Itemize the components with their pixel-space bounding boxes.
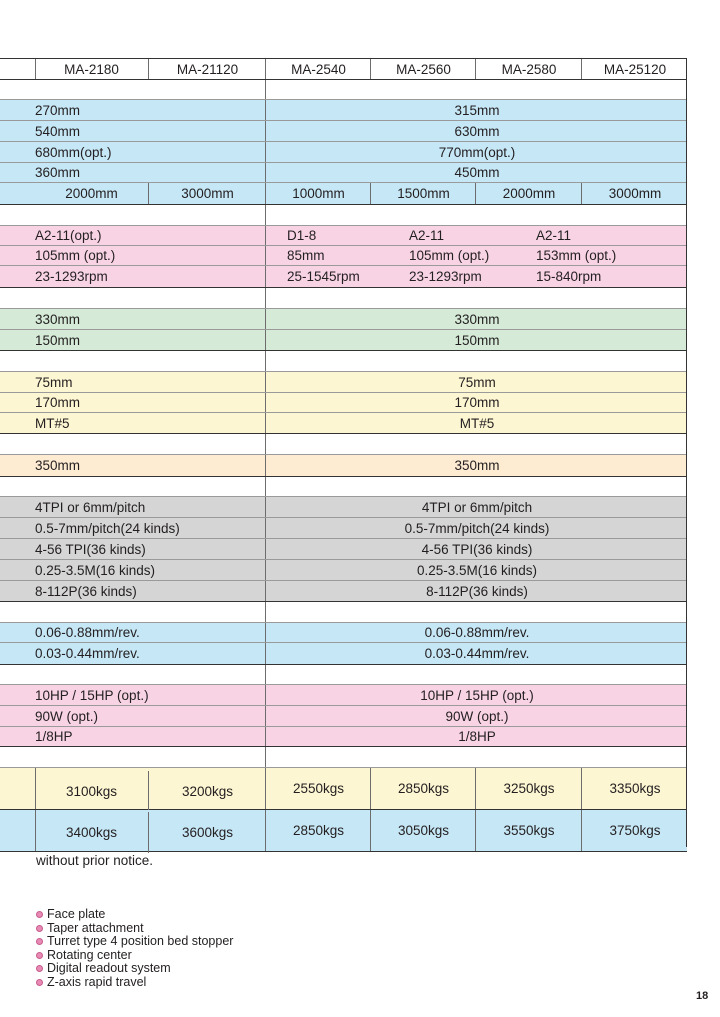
spec-row — [0, 413, 687, 434]
option-label: Turret type 4 position bed stopper — [47, 934, 234, 948]
model-name: MA-2560 — [370, 59, 476, 79]
spec-value: 0.25-3.5M(16 kinds) — [265, 560, 688, 580]
spec-value: 0.25-3.5M(16 kinds) — [35, 562, 156, 578]
section-spacer — [0, 665, 687, 685]
spec-value: 4TPI or 6mm/pitch — [265, 497, 688, 517]
spec-value: 350mm — [265, 455, 688, 476]
list-item — [36, 976, 233, 990]
spec-value: 3050kgs — [370, 810, 476, 851]
spec-value: 770mm(opt.) — [265, 142, 688, 162]
bullet-icon — [36, 938, 43, 945]
option-label: Z-axis rapid travel — [47, 974, 147, 989]
spec-value: 8-112P(36 kinds) — [265, 581, 688, 601]
spec-row — [0, 121, 687, 142]
spec-value: 3550kgs — [475, 810, 582, 851]
spec-value: 3200kgs — [148, 771, 266, 812]
spec-value: MT#5 — [265, 413, 688, 433]
spec-row — [0, 685, 687, 706]
section-spacer — [0, 747, 687, 768]
spec-row — [0, 226, 687, 246]
spec-value: A2-11(opt.) — [35, 228, 102, 243]
spec-value: 540mm — [35, 123, 81, 139]
weight-row — [0, 810, 687, 852]
spec-value: 3250kgs — [475, 768, 582, 809]
spec-value: 330mm — [35, 311, 81, 327]
spec-value: 4-56 TPI(36 kinds) — [35, 541, 146, 557]
spec-value: 1/8HP — [265, 727, 688, 746]
spec-value: 2550kgs — [265, 768, 371, 809]
spec-value: 1500mm — [370, 183, 476, 204]
spec-value: 23-1293rpm — [409, 269, 482, 284]
spec-value: 3000mm — [148, 183, 266, 204]
spec-value: 105mm (opt.) — [35, 248, 116, 263]
spec-value: 2000mm — [65, 186, 118, 201]
section-spacer — [0, 351, 687, 372]
spec-value: 150mm — [265, 330, 688, 350]
spec-value: 85mm — [287, 248, 325, 263]
spec-value: 0.06-0.88mm/rev. — [265, 623, 688, 642]
spec-value: 1000mm — [265, 183, 371, 204]
spec-row — [0, 581, 687, 602]
spec-row — [0, 372, 687, 393]
section-spacer — [0, 205, 687, 226]
section-spacer — [0, 80, 687, 100]
spec-value: 3350kgs — [581, 768, 688, 809]
page-number: 18 — [696, 990, 709, 1002]
bullet-icon — [36, 952, 43, 959]
option-label: Taper attachment — [47, 920, 144, 935]
spec-value: 90W (opt.) — [265, 706, 688, 726]
bullet-icon — [36, 965, 43, 972]
spec-value: 75mm — [35, 374, 73, 390]
spec-value: 3000mm — [581, 183, 688, 204]
spec-value: 3400kgs — [65, 825, 118, 840]
section-spacer — [0, 602, 687, 623]
spec-row — [0, 183, 687, 205]
spec-value: 0.03-0.44mm/rev. — [35, 646, 140, 661]
spec-value: 630mm — [265, 121, 688, 141]
spec-value: 270mm — [35, 102, 81, 118]
spec-value: 0.03-0.44mm/rev. — [265, 643, 688, 664]
spec-value: 4TPI or 6mm/pitch — [35, 499, 146, 515]
list-item — [36, 949, 233, 963]
section-spacer — [0, 434, 687, 455]
spec-value: D1-8 — [287, 228, 317, 243]
spec-row — [0, 330, 687, 351]
spec-value: 315mm — [265, 100, 688, 120]
spec-value: A2-11 — [409, 228, 445, 243]
spec-value: 153mm (opt.) — [536, 248, 617, 263]
spec-row — [0, 539, 687, 560]
spec-row — [0, 163, 687, 183]
option-label: Digital readout system — [47, 961, 171, 975]
spec-row — [0, 309, 687, 330]
spec-value: 2000mm — [475, 183, 582, 204]
list-item — [36, 922, 233, 936]
spec-value: 2850kgs — [370, 768, 476, 809]
model-name: MA-25120 — [581, 59, 688, 79]
spec-value: 680mm(opt.) — [35, 144, 112, 160]
spec-value: 330mm — [265, 309, 688, 329]
spec-value: 150mm — [35, 332, 81, 348]
spec-value: 0.5-7mm/pitch(24 kinds) — [265, 518, 688, 538]
spec-row — [0, 393, 687, 413]
bullet-icon — [36, 925, 43, 932]
spec-row — [0, 266, 687, 288]
spec-value: 15-840rpm — [536, 269, 602, 284]
spec-value: 0.06-0.88mm/rev. — [35, 625, 140, 640]
spec-row — [0, 560, 687, 581]
spec-value: 3750kgs — [581, 810, 688, 851]
spec-value: A2-11 — [536, 228, 572, 243]
spec-value: 4-56 TPI(36 kinds) — [265, 539, 688, 559]
spec-value: 90W (opt.) — [35, 708, 99, 724]
spec-value: 170mm — [35, 395, 81, 410]
spec-row — [0, 142, 687, 163]
section-spacer — [0, 288, 687, 309]
spec-row — [0, 518, 687, 539]
model-name: MA-2180 — [64, 61, 119, 77]
model-name: MA-2540 — [265, 59, 371, 79]
spec-value: 23-1293rpm — [35, 269, 108, 284]
spec-row — [0, 706, 687, 727]
bullet-icon — [36, 979, 43, 986]
spec-row — [0, 497, 687, 518]
spec-value: 450mm — [265, 163, 688, 182]
spec-row — [0, 455, 687, 477]
list-item — [36, 962, 233, 976]
spec-row — [0, 246, 687, 266]
spec-value: 8-112P(36 kinds) — [35, 583, 137, 599]
spec-table — [0, 58, 687, 852]
spec-value: 170mm — [265, 393, 688, 412]
model-name: MA-21120 — [148, 59, 266, 79]
spec-value: 105mm (opt.) — [409, 248, 490, 263]
option-label: Rotating center — [47, 947, 132, 962]
bullet-icon — [36, 911, 43, 918]
option-label: Face plate — [47, 907, 106, 921]
list-item — [36, 935, 233, 949]
spec-value: 350mm — [35, 458, 81, 473]
spec-value: 75mm — [265, 372, 688, 392]
model-name: MA-2580 — [475, 59, 582, 79]
spec-row — [0, 100, 687, 121]
spec-value: 10HP / 15HP (opt.) — [35, 687, 149, 703]
spec-row — [0, 727, 687, 747]
spec-row — [0, 623, 687, 643]
spec-value: 3100kgs — [65, 784, 118, 799]
optional-accessories-list — [36, 908, 233, 989]
spec-value: 0.5-7mm/pitch(24 kinds) — [35, 520, 180, 536]
model-header-row — [0, 58, 687, 80]
weight-row — [0, 768, 687, 810]
spec-value: 1/8HP — [35, 729, 73, 744]
spec-row — [0, 643, 687, 665]
list-item — [36, 908, 233, 922]
spec-value: 10HP / 15HP (opt.) — [265, 685, 688, 705]
section-spacer — [0, 477, 687, 497]
notice-text: without prior notice. — [36, 853, 154, 868]
spec-value: 2850kgs — [265, 810, 371, 851]
spec-value: 25-1545rpm — [287, 269, 360, 284]
table-right-border — [686, 58, 687, 847]
spec-value: 3600kgs — [148, 812, 266, 853]
spec-value: MT#5 — [35, 415, 70, 431]
spec-value: 360mm — [35, 165, 81, 180]
